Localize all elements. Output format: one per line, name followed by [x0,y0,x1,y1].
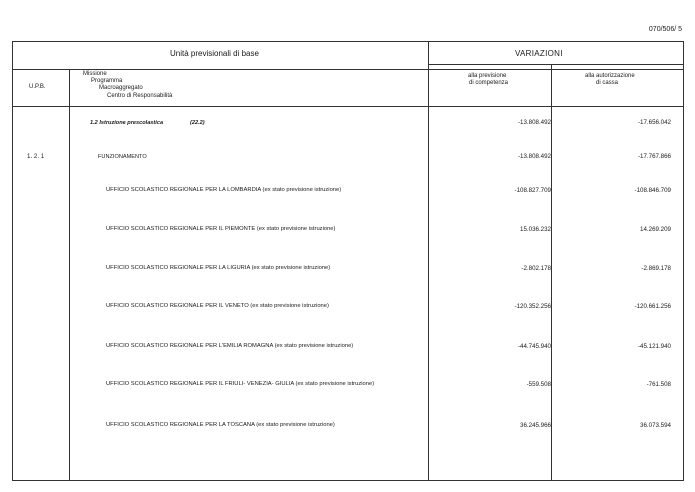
col-competenza-line1: alla previsione [468,73,507,79]
hierarchy-programma: Programma [91,78,123,84]
budget-table [12,41,684,481]
title-row-divider [13,69,683,70]
office-competenza-piemonte: 15.036.232 [520,226,551,233]
section-code: (22.2) [190,120,205,126]
header-title-variazioni: VARIAZIONI [515,49,563,58]
office-competenza-friuli: -559.508 [526,381,551,388]
office-competenza-veneto: -120.352.256 [514,303,551,310]
upb-column-divider [69,70,70,480]
variazioni-header-divider [428,64,683,65]
office-cassa-emilia-romagna: -45.121.940 [637,343,671,350]
funz-upb-code: 1. 2. 1 [27,153,45,160]
col-cassa-line1: alla autorizzazione [585,73,635,79]
hierarchy-centro-responsabilita: Centro di Responsabilità [107,93,173,99]
funz-label: FUNZIONAMENTO [98,154,147,160]
header-title-left: Unità previsionali di base [170,49,259,58]
office-cassa-friuli: -761.508 [646,381,671,388]
section-competenza: -13.808.492 [517,119,551,126]
office-competenza-toscana: 36.245.966 [520,422,551,429]
col-competenza-line2: di competenza [469,80,509,86]
office-cassa-lombardia: -108.846.709 [634,187,671,194]
funz-competenza: -13.808.492 [517,153,551,160]
office-label-emilia-romagna: UFFICIO SCOLASTICO REGIONALE PER L'EMILIA ROMAGNA (ex stato previsione istruzione) [106,343,354,349]
office-label-toscana: UFFICIO SCOLASTICO REGIONALE PER LA TOSCANA (ex stato previsione istruzione) [106,422,335,428]
office-label-friuli: UFFICIO SCOLASTICO REGIONALE PER IL FRIULI- VENEZIA- GIULIA (ex stato previsione istruzione) [106,381,375,387]
office-cassa-piemonte: 14.269.209 [640,226,671,233]
main-column-divider [428,42,429,480]
header-row-divider [13,106,683,107]
office-cassa-toscana: 36.073.594 [640,422,671,429]
office-cassa-liguria: -2.869.178 [641,265,671,272]
hierarchy-missione: Missione [83,71,107,77]
office-competenza-lombardia: -108.827.709 [514,187,551,194]
variazioni-column-divider [551,65,552,480]
upb-label: U.P.B. [29,84,46,90]
col-cassa-line2: di cassa [596,80,619,86]
section-cassa: -17.656.042 [637,119,671,126]
hierarchy-macroaggregato: Macroaggregato [99,85,143,91]
office-label-veneto: UFFICIO SCOLASTICO REGIONALE PER IL VENETO (ex stato previsione istruzione) [106,303,329,309]
funz-cassa: -17.767.866 [637,153,671,160]
office-competenza-liguria: -2.802.178 [521,265,551,272]
office-cassa-veneto: -120.661.256 [634,303,671,310]
document-code: 070/506/ 5 [648,26,682,33]
office-competenza-emilia-romagna: -44.745.940 [517,343,551,350]
office-label-piemonte: UFFICIO SCOLASTICO REGIONALE PER IL PIEMONTE (ex stato previsione istruzione) [106,226,336,232]
office-label-lombardia: UFFICIO SCOLASTICO REGIONALE PER LA LOMBARDIA (ex stato previsione istruzione) [106,187,342,193]
section-title: 1.2 Istruzione prescolastica [90,120,164,126]
office-label-liguria: UFFICIO SCOLASTICO REGIONALE PER LA LIGURIA (ex stato previsione istruzione) [106,265,331,271]
